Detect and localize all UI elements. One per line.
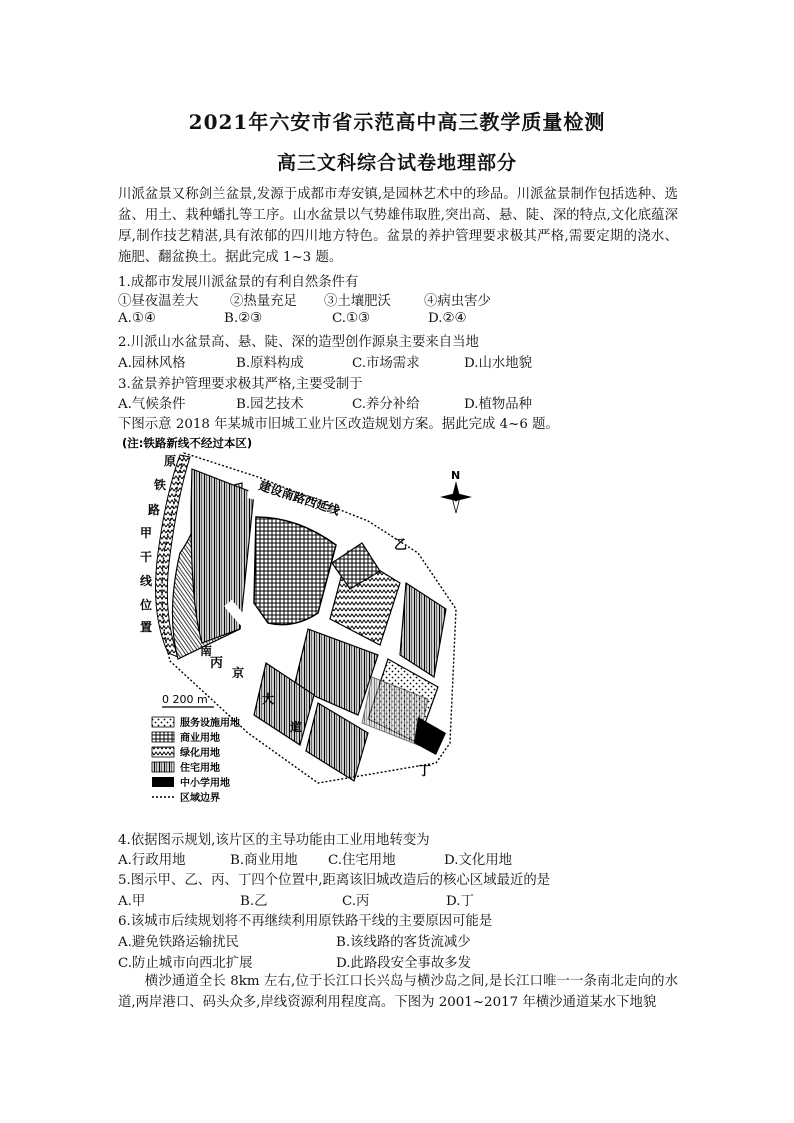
- svg-text:位: 位: [140, 598, 153, 612]
- passage-3: 横沙通道全长 8km 左右,位于长江口长兴岛与横沙岛之间,是长江口唯一一条南北走向的水道,两岸港口、码头众多,岸线资源利用程度高。下图为 2001~2017 年横沙通道某水下地貌: [118, 974, 678, 1010]
- q4-option-c: C.住宅用地: [328, 853, 396, 868]
- svg-text:路: 路: [148, 503, 161, 517]
- exam-subtitle: 高三文科综合试卷地理部分: [276, 152, 517, 174]
- q5-option-a: A.甲: [118, 894, 146, 909]
- svg-text:线: 线: [140, 574, 153, 588]
- condition-3: ③土壤肥沃: [324, 294, 391, 309]
- svg-text:置: 置: [140, 620, 153, 634]
- svg-text:原: 原: [164, 454, 177, 468]
- question-1-conditions: [118, 290, 678, 310]
- question-3-stem: 3.盆景养护管理要求极其严格,主要受制于: [118, 377, 363, 392]
- q6-option-b: B.该线路的客货流减少: [336, 935, 471, 950]
- q3-option-b: B.园艺技术: [236, 397, 304, 412]
- q2-option-a: A.园林风格: [118, 356, 186, 371]
- svg-text:南: 南: [200, 644, 213, 658]
- condition-2: ②热量充足: [230, 294, 297, 309]
- svg-text:甲: 甲: [140, 526, 153, 540]
- road-north-label: 建设南路西延线: [257, 478, 342, 518]
- question-2-options: [118, 352, 678, 372]
- scale-label: 0 200 m: [162, 693, 208, 706]
- exam-title: 2021年六安市省示范高中高三教学质量检测: [188, 110, 606, 134]
- svg-text:绿化用地: 绿化用地: [180, 748, 220, 759]
- question-4-options: [118, 849, 678, 869]
- question-5-options: [118, 890, 678, 910]
- condition-1: ①昼夜温差大: [118, 294, 199, 309]
- q5-option-b: B.乙: [240, 894, 268, 909]
- q5-option-c: C.丙: [342, 894, 370, 909]
- question-1-options: [118, 311, 678, 331]
- question-5-stem: 5.图示甲、乙、丙、丁四个位置中,距离该旧城改造后的核心区域最近的是: [118, 873, 551, 888]
- q1-option-d: D.②④: [428, 311, 467, 326]
- question-1-stem: 1.成都市发展川派盆景的有利自然条件有: [118, 275, 359, 290]
- q6-option-d: D.此路段安全事故多发: [336, 956, 472, 971]
- svg-text:道: 道: [290, 720, 303, 734]
- block-commercial: [254, 517, 336, 625]
- point-c: 丙: [210, 656, 224, 671]
- q3-option-c: C.养分补给: [352, 397, 420, 412]
- passage-1: 川派盆景又称剑兰盆景,发源于成都市寿安镇,是园林艺术中的珍品。川派盆景制作包括选种、选盆、用土、栽种蟠扎等工序。山水盆景以气势雄伟取胜,突出高、悬、陡、深的特点,文化底蕴深厚,制作技艺精湛,具有浓郁的四川地方特色。盆景的养护管理要求极其严格,需要定期的浇水、施肥、翻盆换土。据此完成 1~3 题。: [118, 187, 678, 265]
- question-4-stem: 4.依据图示规划,该片区的主导功能由工业用地转变为: [118, 833, 430, 848]
- q2-option-d: D.山水地貌: [464, 356, 533, 371]
- q4-option-d: D.文化用地: [444, 853, 513, 868]
- block-residential-east: [400, 583, 446, 677]
- q5-option-d: D.丁: [446, 894, 474, 909]
- svg-text:中小学用地: 中小学用地: [180, 778, 230, 789]
- svg-text:区域边界: 区域边界: [180, 793, 220, 804]
- svg-text:干: 干: [140, 550, 153, 564]
- question-6-options-row2: [118, 952, 678, 972]
- point-d: 丁: [418, 764, 432, 779]
- q3-option-d: D.植物品种: [464, 397, 533, 412]
- svg-text:商业用地: 商业用地: [180, 733, 220, 744]
- map-legend: [152, 716, 240, 804]
- question-2-stem: 2.川派山水盆景高、悬、陡、深的造型创作源泉主要来自当地: [118, 335, 479, 350]
- q1-option-a: A.①④: [118, 311, 156, 326]
- q2-option-b: B.原料构成: [236, 356, 304, 371]
- svg-text:住宅用地: 住宅用地: [180, 763, 220, 774]
- intro-questions-4-6: 下图示意 2018 年某城市旧城工业片区改造规划方案。据此完成 4~6 题。: [118, 417, 559, 432]
- svg-text:N: N: [451, 469, 461, 482]
- svg-text:服务设施用地: 服务设施用地: [180, 718, 240, 729]
- question-3-options: [118, 393, 678, 413]
- q6-option-c: C.防止城市向西北扩展: [118, 956, 253, 971]
- urban-renewal-map: [118, 433, 480, 811]
- north-arrow-icon: [440, 469, 472, 513]
- point-b: 乙: [394, 538, 408, 553]
- q1-option-c: C.①③: [332, 311, 371, 326]
- map-note: (注:铁路新线不经过本区): [122, 436, 253, 450]
- q3-option-a: A.气候条件: [118, 397, 186, 412]
- q4-option-a: A.行政用地: [118, 853, 186, 868]
- svg-text:铁: 铁: [154, 478, 167, 492]
- q4-option-b: B.商业用地: [230, 853, 298, 868]
- q2-option-c: C.市场需求: [352, 356, 420, 371]
- q1-option-b: B.②③: [224, 311, 263, 326]
- block-school: [414, 717, 446, 755]
- q6-option-a: A.避免铁路运输扰民: [118, 935, 240, 950]
- svg-text:京: 京: [232, 666, 245, 680]
- condition-4: ④病虫害少: [424, 294, 491, 309]
- question-6-options-row1: [118, 931, 678, 951]
- svg-text:大: 大: [262, 692, 275, 706]
- question-6-stem: 6.该城市后续规划将不再继续利用原铁路干线的主要原因可能是: [118, 914, 493, 929]
